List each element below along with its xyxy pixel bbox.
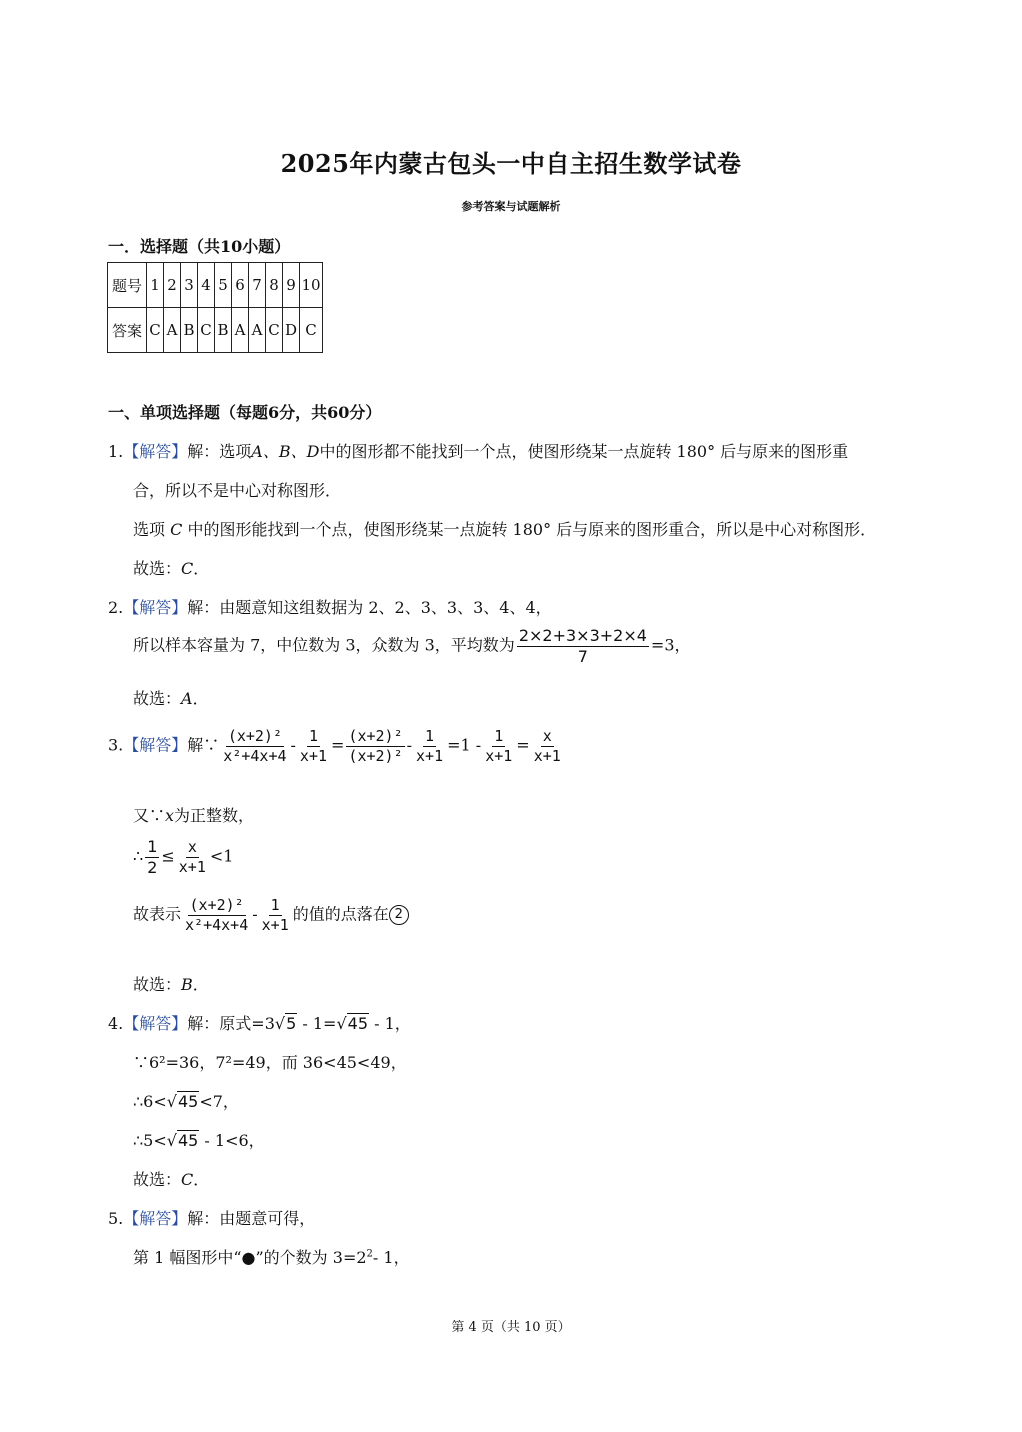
q3-text: 故表示 [133,904,182,924]
fraction-numerator: 1 [270,896,280,914]
q3-line-5 [133,972,209,995]
table-number-cell: 7 [249,263,266,308]
q1-text: ． [193,559,210,578]
q2-answer: A [181,689,193,708]
q1-line-3 [133,517,876,540]
table-number-cell: 3 [181,263,198,308]
q3-line-1 [108,728,565,764]
fraction-denominator: x+1 [533,746,561,765]
fraction-denominator: x+1 [416,746,444,765]
minus-sign: - [290,735,296,755]
q2-line-2 [133,627,691,665]
q3-answer: B [181,975,193,994]
q1-option: C [170,520,183,539]
fraction-denominator: (x+2)² [348,746,403,765]
q1-line-4 [133,556,209,579]
q4-text: - 1<6， [204,1131,265,1150]
q3-fraction-8 [260,897,291,933]
table-answer-cell: B [181,308,198,353]
fraction-numerator: (x+2)² [348,727,403,745]
answer-tag: 【解答】 [123,1014,188,1033]
fraction-numerator: 1 [147,837,158,856]
fraction-numerator: 1 [494,727,504,745]
fraction-denominator: 2 [147,857,158,877]
table-answer-cell: A [232,308,249,353]
q3-line-4 [133,897,409,933]
radical-sign-icon: √ [274,1014,286,1033]
table-answer-cell: D [283,308,300,353]
q4-text: 解：原式=3 [187,1014,275,1033]
q3-fraction-x [177,839,208,875]
table-answer-cell: C [266,308,283,353]
q2-text: ． [192,689,209,708]
table-answer-label: 答案 [108,308,147,353]
q4-line-5 [133,1167,209,1190]
q4-text: - 1， [374,1014,411,1033]
table-number-cell: 4 [198,263,215,308]
q3-line-3 [133,838,233,876]
q5-text: 第 1 幅图形中“●”的个数为 3=2 [133,1248,367,1267]
q4-line-3 [133,1089,239,1112]
q1-text: 中的图形都不能找到一个点，使图形绕某一点旋转 180° 后与原来的图形重 [319,442,849,461]
q5-line-1 [108,1206,315,1229]
q4-text: - 1= [302,1014,337,1033]
q4-text: 故选： [133,1170,182,1189]
superscript: 2 [366,1248,373,1260]
q1-text: 中的图形能找到一个点，使图形绕某一点旋转 180° 后与原来的图形重合，所以是中心对称图形． [187,520,877,539]
fraction-numerator: (x+2)² [227,727,282,745]
radical-sign-icon: √ [166,1092,177,1111]
table-header-label: 题号 [108,263,147,308]
q2-text: 所以样本容量为 7，中位数为 3，众数为 3，平均数为 [133,635,515,655]
table-number-cell: 8 [266,263,283,308]
q3-text: ∴ [133,846,144,866]
q1-answer: C [181,559,194,578]
q3-text: ≤ [161,846,175,866]
table-answer-cell: A [164,308,181,353]
q5-text: 解：由题意可得， [187,1209,316,1228]
q5-text: - 1， [372,1248,410,1267]
q3-text: 又∵ [133,806,166,825]
q3-fraction-6 [532,728,563,764]
q3-number: 3. [108,735,124,755]
sqrt-five [275,1014,297,1033]
q3-fraction-2 [298,728,329,764]
table-answer-cell: C [198,308,215,353]
answer-tag: 【解答】 [123,442,188,461]
q1-text: 选项 [133,520,166,539]
q5-line-2 [133,1245,410,1268]
q2-text: =3， [650,635,691,655]
table-number-cell: 10 [300,263,323,308]
minus-sign: - [252,904,258,924]
q3-variable: x [165,806,175,825]
q2-text: 解：由题意知这组数据为 2、2、3、3、3、4、4， [187,598,552,617]
q4-text: ∴6< [133,1092,167,1111]
q5-number: 5. [108,1209,124,1228]
q3-fraction-3 [346,728,404,764]
page-footer: 第 4 页（共 10 页） [451,1320,571,1335]
table-answer-cell: A [249,308,266,353]
q4-line-4 [133,1128,265,1151]
radicand: 5 [286,1014,297,1033]
q1-options: A、B、D [251,442,320,461]
table-number-cell: 1 [147,263,164,308]
sqrt-forty-five [167,1131,200,1150]
q3-text: 的值的点落在 [292,904,389,924]
q3-line-2 [133,803,254,826]
page-subtitle: 参考答案与试题解析 [461,200,561,213]
fraction-numerator: (x+2)² [189,896,244,914]
answer-table-answer-row [108,308,323,353]
answer-table-header-row [108,263,323,308]
q4-text: ． [193,1170,210,1189]
q3-text: <1 [209,846,234,866]
q1-text: 故选： [133,559,182,578]
fraction-denominator: x+1 [299,746,328,765]
fraction-denominator: x+1 [178,857,206,876]
q1-line-1 [108,439,848,462]
q4-text: <7， [199,1092,239,1111]
table-answer-cell: C [147,308,164,353]
q3-text: =1 - [447,735,482,755]
answer-tag: 【解答】 [123,1209,188,1228]
fraction-numerator: 1 [308,727,318,745]
q4-line-1 [108,1011,411,1034]
q2-mean-fraction [517,627,649,665]
fraction-numerator: x [542,727,552,745]
fraction-numerator: x [187,838,197,857]
radicand: 45 [177,1092,199,1111]
fraction-denominator: x+1 [485,746,513,765]
radical-sign-icon: √ [166,1131,177,1150]
q3-text: 解∵ [187,735,220,755]
q3-fraction-7 [183,897,250,933]
table-number-cell: 2 [164,263,181,308]
page-title: 2025年内蒙古包头一中自主招生数学试卷 [280,149,742,178]
sqrt-forty-five [336,1014,369,1033]
minus-sign: - [406,735,413,755]
circled-two-icon: 2 [389,905,409,925]
table-number-cell: 5 [215,263,232,308]
q2-line-1 [108,595,552,618]
q1-number: 1. [108,442,124,461]
q3-fraction-half [145,838,159,876]
q2-line-3 [133,686,209,709]
q2-number: 2. [108,598,124,617]
section-heading-choice: 一．选择题（共10小题） [108,237,291,256]
q3-text: 故选： [133,975,182,994]
equals-sign: = [331,735,345,755]
q4-answer: C [181,1170,194,1189]
q1-text: 解：选项 [187,442,252,461]
q2-text: 故选： [133,689,182,708]
equals-sign: = [516,735,530,755]
q4-line-2: ∵6²=36，7²=49，而 36<45<49， [133,1053,407,1072]
table-number-cell: 9 [283,263,300,308]
fraction-denominator: x²+4x+4 [185,915,249,934]
fraction-denominator: 7 [577,646,588,666]
q3-fraction-1 [221,728,288,764]
radicand: 45 [347,1014,368,1033]
q3-fraction-5 [483,728,514,764]
section-heading-single: 一、单项选择题（每题6分，共60分） [108,403,382,422]
q1-line-2: 合，所以不是中心对称图形． [133,481,342,500]
sqrt-forty-five [167,1092,200,1111]
fraction-denominator: x²+4x+4 [223,746,287,765]
table-answer-cell: C [300,308,323,353]
fraction-denominator: x+1 [261,915,289,934]
q4-text: ∴5< [133,1131,167,1150]
fraction-numerator: 2×2+3×3+2×4 [518,626,647,645]
table-number-cell: 6 [232,263,249,308]
q3-fraction-4 [414,728,445,764]
answer-table [107,262,323,353]
fraction-numerator: 1 [425,727,435,745]
radical-sign-icon: √ [336,1014,347,1033]
q3-text: ． [192,975,209,994]
answer-tag: 【解答】 [123,735,188,755]
table-answer-cell: B [215,308,232,353]
q4-number: 4. [108,1014,124,1033]
answer-tag: 【解答】 [123,598,188,617]
radicand: 45 [177,1131,199,1150]
q3-text: 为正整数， [174,806,255,825]
